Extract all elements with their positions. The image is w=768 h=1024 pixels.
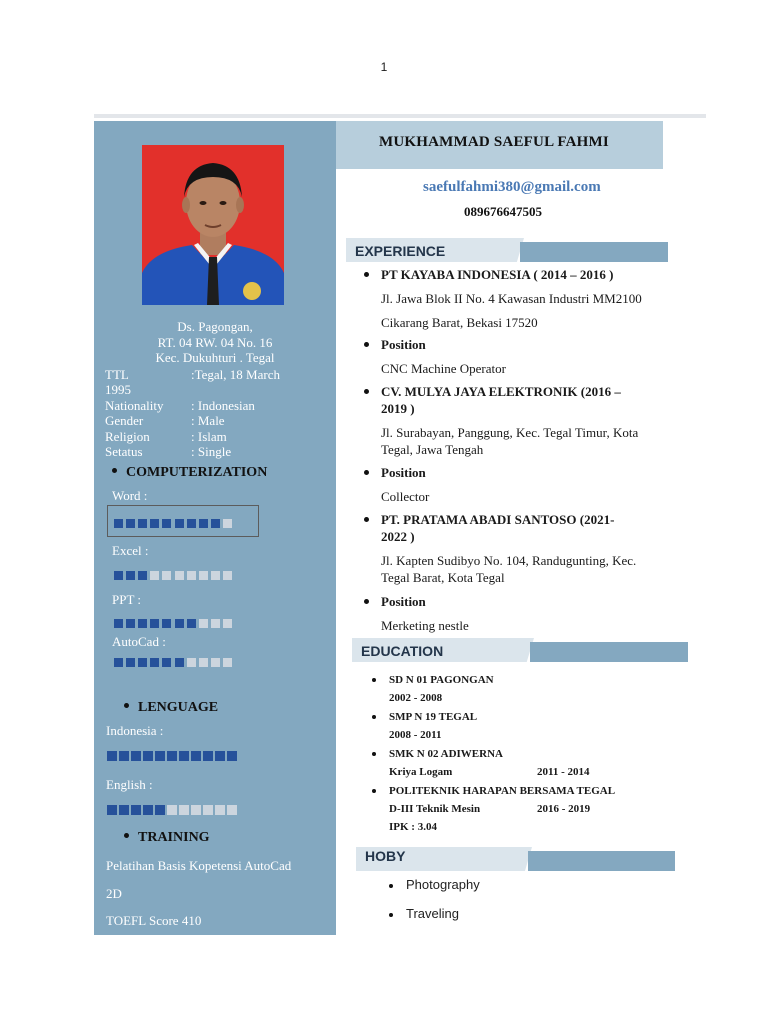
level-segment-empty [187,658,196,667]
school-name: SD N 01 PAGONGAN [389,674,494,686]
level-segment-filled [187,619,196,628]
training-item: Pelatihan Basis Kopetensi AutoCad [106,858,292,873]
info-value: : Single [191,444,232,459]
experience-section-header [346,238,668,262]
position-value: Merketing nestle [381,618,469,633]
level-segment-filled [179,751,189,761]
school-name: POLITEKNIK HARAPAN BERSAMA TEGAL [389,785,616,797]
level-segment-empty [227,805,237,815]
bullet-icon [364,342,369,347]
info-key: TTL [105,367,129,382]
level-segment-filled [119,751,129,761]
level-segment-filled [203,751,213,761]
job-address: Jl. Jawa Blok II No. 4 Kawasan Industri MM2100 [381,291,642,306]
skill-label-word: Word : [112,488,148,503]
level-segment-filled [150,658,159,667]
bullet-icon [124,703,129,708]
job-address: Tegal, Jawa Tengah [381,442,484,457]
level-segment-filled [155,751,165,761]
language-label-english: English : [106,777,153,792]
address-line: Kec. Dukuhturi . Tegal [155,350,275,365]
gpa: IPK : 3.04 [389,821,437,833]
bullet-icon [364,272,369,277]
level-segment-filled [138,658,147,667]
school-name: SMK N 02 ADIWERNA [389,748,503,760]
email: saefulfahmi380@gmail.com [423,179,601,195]
level-segment-empty [199,658,208,667]
level-segment-filled [227,751,237,761]
level-segment-filled [107,751,117,761]
phone-number: 089676647505 [464,204,542,219]
bullet-icon [112,468,117,473]
training-item: 2D [106,886,122,901]
hobby-heading: HOBY [365,848,406,864]
level-segment-empty [223,519,232,528]
level-segment-filled [143,751,153,761]
position-label: Position [381,465,426,480]
level-segment-empty [215,805,225,815]
info-key: 1995 [105,382,131,397]
school-major: Kriya Logam [389,766,453,778]
bullet-icon [389,913,393,917]
level-segment-empty [203,805,213,815]
hobby-section-header [356,847,675,871]
job-title: PT. PRATAMA ABADI SANTOSO (2021- [381,512,615,527]
training-item: TOEFL Score 410 [106,913,202,928]
bullet-icon [372,678,376,682]
position-value: Collector [381,489,430,504]
level-segment-filled [211,519,220,528]
level-segment-filled [114,571,123,580]
level-segment-filled [138,619,147,628]
bullet-icon [124,833,129,838]
address [94,319,336,366]
school-years: 2016 - 2019 [537,803,591,815]
info-value: : Male [191,413,225,428]
language-heading-text: LENGUAGE [138,700,219,715]
level-segment-filled [119,805,129,815]
full-name: MUKHAMMAD SAEFUL FAHMI [379,134,609,150]
level-segment-filled [138,519,147,528]
position-label: Position [381,594,426,609]
level-segment-empty [162,571,171,580]
level-segment-filled [155,805,165,815]
level-segment-empty [211,571,220,580]
bullet-icon [372,752,376,756]
address-line: Ds. Pagongan, [177,319,253,334]
bullet-icon [389,884,393,888]
bullet-icon [372,715,376,719]
level-segment-filled [162,519,171,528]
info-value: : Islam [191,429,227,444]
job-address: Cikarang Barat, Bekasi 17520 [381,315,538,330]
info-key: Gender [105,413,144,428]
level-segment-filled [167,751,177,761]
level-segment-empty [211,619,220,628]
job-title: PT KAYABA INDONESIA ( 2014 – 2016 ) [381,267,614,282]
bullet-icon [364,389,369,394]
level-segment-filled [175,658,184,667]
level-segment-empty [199,571,208,580]
level-segment-filled [126,658,135,667]
page-number: 1 [380,60,388,74]
level-segment-empty [211,658,220,667]
hobby-item: Photography [406,877,480,892]
level-segment-filled [114,619,123,628]
level-segment-filled [162,619,171,628]
training-heading-text: TRAINING [138,830,210,845]
level-segment-filled [150,519,159,528]
level-segment-empty [179,805,189,815]
school-years: 2002 - 2008 [389,692,443,704]
level-segment-empty [191,805,201,815]
section-strip [530,642,688,662]
info-value: :Tegal, 18 March [191,367,280,382]
job-address: Jl. Kapten Sudibyo No. 104, Randugunting, Kec. [381,553,637,568]
section-strip [520,242,668,262]
info-value: : Indonesian [191,398,255,413]
job-title: CV. MULYA JAYA ELEKTRONIK (2016 – [381,384,621,399]
bullet-icon [364,599,369,604]
job-address: Tegal Barat, Kota Tegal [381,570,505,585]
school-major: D-III Teknik Mesin [389,803,481,815]
address-line: RT. 04 RW. 04 No. 16 [157,334,273,350]
skill-label-excel: Excel : [112,543,149,558]
level-segment-empty [223,658,232,667]
level-segment-empty [187,571,196,580]
job-title: 2022 ) [381,529,415,544]
position-value: CNC Machine Operator [381,361,506,376]
bullet-icon [364,470,369,475]
level-segment-filled [126,571,135,580]
hobby-item: Traveling [406,906,459,921]
language-label-indonesia: Indonesia : [106,723,164,738]
sidebar [94,121,336,935]
computerization-heading-text: COMPUTERIZATION [126,465,268,480]
school-name: SMP N 19 TEGAL [389,711,478,723]
top-divider [94,114,706,118]
job-title: 2019 ) [381,401,415,416]
profile-photo [142,145,284,305]
level-segment-filled [114,519,123,528]
level-segment-filled [143,805,153,815]
education-section-header [352,638,688,662]
info-key: Religion [105,429,150,444]
level-segment-filled [126,619,135,628]
level-segment-empty [199,619,208,628]
experience-heading: EXPERIENCE [355,243,446,259]
school-years: 2008 - 2011 [389,729,442,741]
school-years: 2011 - 2014 [537,766,590,778]
computerization-heading [112,465,267,481]
level-segment-filled [107,805,117,815]
level-segment-filled [191,751,201,761]
level-segment-filled [162,658,171,667]
level-segment-filled [126,519,135,528]
level-segment-filled [114,658,123,667]
info-key: Nationality [105,398,164,413]
language-heading [124,700,218,716]
level-segment-filled [131,805,141,815]
info-key: Setatus [105,444,143,459]
level-segment-filled [131,751,141,761]
level-segment-filled [199,519,208,528]
job-address: Jl. Surabayan, Panggung, Kec. Tegal Timur, Kota [381,425,639,440]
education-heading: EDUCATION [361,643,444,659]
bullet-icon [364,517,369,522]
position-label: Position [381,337,426,352]
level-segment-empty [175,571,184,580]
section-strip [528,851,675,871]
level-segment-filled [187,519,196,528]
skill-label-autocad: AutoCad : [112,634,166,649]
level-segment-filled [175,619,184,628]
level-segment-empty [150,571,159,580]
level-segment-empty [223,571,232,580]
level-segment-empty [167,805,177,815]
level-segment-filled [175,519,184,528]
level-segment-filled [150,619,159,628]
level-segment-filled [215,751,225,761]
bullet-icon [372,789,376,793]
skill-label-ppt: PPT : [112,592,142,607]
level-segment-filled [138,571,147,580]
training-heading [124,830,210,846]
level-segment-empty [223,619,232,628]
